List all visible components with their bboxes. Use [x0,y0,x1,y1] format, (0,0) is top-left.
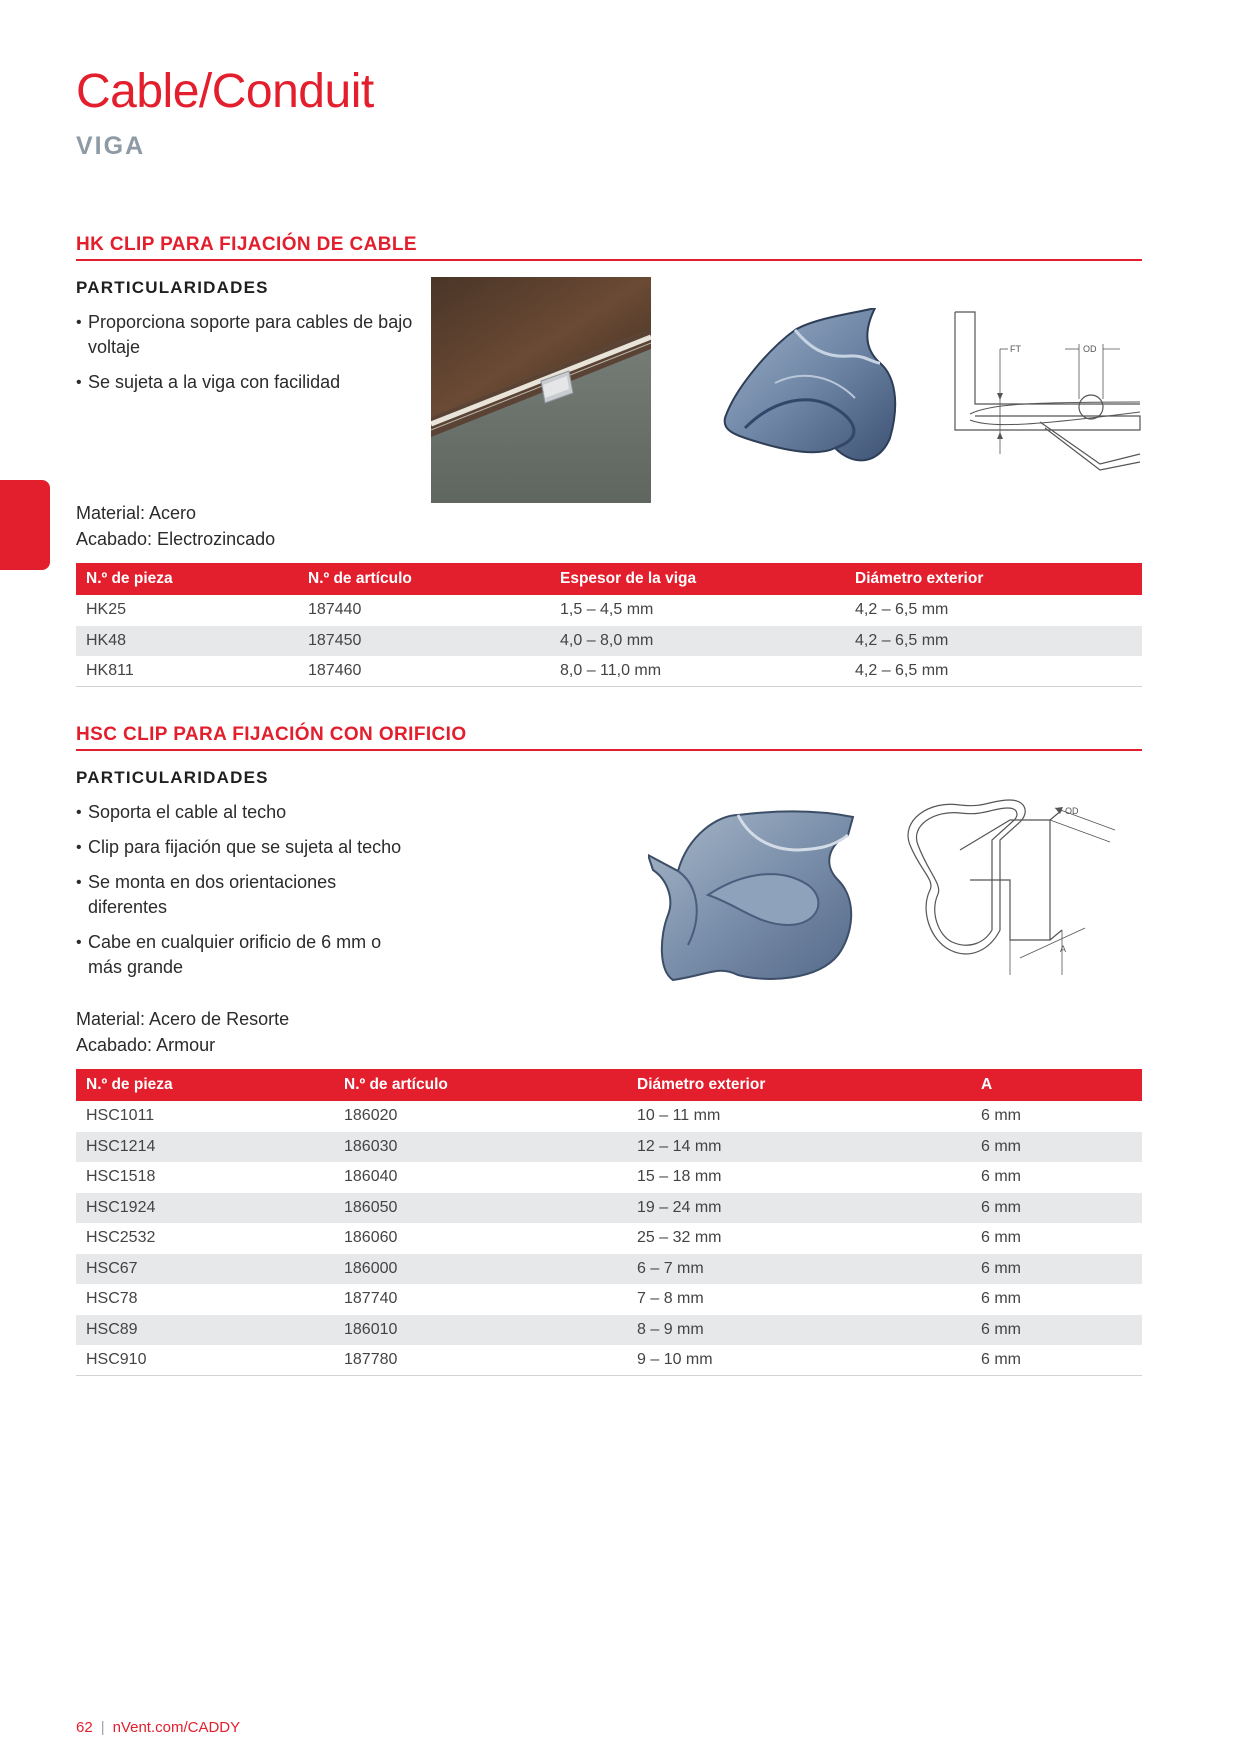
list-item: • Cabe en cualquier orificio de 6 mm o más grande [76,930,416,980]
list-item: • Soporta el cable al techo [76,800,416,825]
table-row [76,1132,1142,1163]
table-cell: 6 mm [971,1315,1142,1346]
page-number: 62 [76,1719,93,1736]
hsc-section-rule [76,749,1142,751]
page-title: Cable/Conduit [76,65,374,118]
column-header: N.º de artículo [298,563,550,595]
table-cell: HK25 [86,601,127,619]
column-header: A [971,1069,1142,1101]
table-cell: 6 mm [971,1254,1142,1285]
hk-section-title: HK CLIP PARA FIJACIÓN DE CABLE [76,234,418,255]
table-cell: HSC2532 [86,1229,156,1247]
table-cell: 186000 [334,1254,627,1285]
table-row [76,1315,1142,1346]
table-cell: HK811 [76,656,298,687]
table-cell: 186040 [344,1168,398,1186]
hk-clip-image [715,308,905,478]
page-footer [76,1719,240,1736]
table-cell: 15 – 18 mm [637,1168,722,1186]
column-header: N.º de artículo [334,1069,627,1101]
hk-technical-diagram [950,304,1142,479]
table-cell: 186020 [344,1107,398,1125]
table-header-row [76,563,1142,595]
website-link[interactable]: nVent.com/CADDY [112,1719,241,1736]
table-cell: 4,0 – 8,0 mm [550,626,845,657]
table-cell: 6 mm [981,1107,1021,1125]
table-cell: 187780 [334,1345,627,1376]
table-cell: 6 mm [971,1132,1142,1163]
table-cell: HSC67 [76,1254,334,1285]
list-item: • Clip para fijación que se sujeta al techo [76,835,416,860]
table-row [76,1345,1142,1376]
table-row [76,1101,1142,1132]
table-row [76,656,1142,687]
list-item: • Se monta en dos orientaciones diferentes [76,870,416,920]
table-cell: 1,5 – 4,5 mm [560,601,654,619]
hsc-section-title: HSC CLIP PARA FIJACIÓN CON ORIFICIO [76,724,467,745]
table-cell: 186010 [334,1315,627,1346]
column-header: N.º de pieza [76,563,298,595]
diagram-label-od: OD [1083,344,1097,354]
table-cell: 8 – 9 mm [627,1315,971,1346]
table-cell: 9 – 10 mm [627,1345,971,1376]
table-cell: 4,2 – 6,5 mm [845,626,1142,657]
table-row [76,1193,1142,1224]
hk-section-rule [76,259,1142,261]
table-cell: HSC1518 [86,1168,156,1186]
table-cell: 4,2 – 6,5 mm [855,601,949,619]
table-header-row [76,1069,1142,1101]
hsc-clip-image [648,805,863,990]
hk-installed-photo [431,277,651,503]
table-cell: 12 – 14 mm [627,1132,971,1163]
list-item: • Se sujeta a la viga con facilidad [76,370,416,395]
table-row [76,1284,1142,1315]
hk-spec-table [76,563,1142,687]
diagram-label-a: A [1060,944,1067,954]
table-cell: HSC89 [76,1315,334,1346]
table-row [76,626,1142,657]
table-row [76,1254,1142,1285]
hk-features-heading: PARTICULARIDADES [76,278,269,297]
table-cell: 6 mm [981,1229,1021,1247]
hsc-features-list [76,800,416,990]
table-cell: 6 mm [971,1345,1142,1376]
table-cell: 186030 [334,1132,627,1163]
table-cell: 187740 [344,1290,398,1308]
table-cell: 187460 [298,656,550,687]
hsc-features-heading: PARTICULARIDADES [76,768,269,787]
table-cell: 6 mm [971,1193,1142,1224]
table-cell: 186050 [334,1193,627,1224]
hsc-technical-diagram [890,790,1130,995]
table-cell: HSC1214 [76,1132,334,1163]
table-cell: 6 mm [981,1168,1021,1186]
table-cell: 7 – 8 mm [637,1290,704,1308]
list-item: • Proporciona soporte para cables de bajo voltaje [76,310,416,360]
table-cell: HK48 [76,626,298,657]
table-cell: 6 – 7 mm [627,1254,971,1285]
table-cell: 25 – 32 mm [637,1229,722,1247]
diagram-label-od: OD [1065,806,1079,816]
chapter-tab [0,480,50,570]
table-cell: 187440 [308,601,362,619]
table-cell: 10 – 11 mm [637,1107,721,1125]
hsc-spec-table [76,1069,1142,1376]
table-cell: HSC910 [76,1345,334,1376]
table-cell: 187450 [298,626,550,657]
hsc-finish-text: Acabado: Armour [76,1035,216,1055]
column-header: Diámetro exterior [627,1069,971,1101]
table-row [76,595,1142,626]
hk-finish-text: Acabado: Electrozincado [76,529,276,549]
table-row [76,1162,1142,1193]
table-cell: 4,2 – 6,5 mm [845,656,1142,687]
table-cell: HSC1011 [86,1107,155,1125]
diagram-label-ft: FT [1010,344,1021,354]
table-cell: HSC1924 [76,1193,334,1224]
table-cell: HSC78 [86,1290,138,1308]
column-header: N.º de pieza [76,1069,334,1101]
table-row [76,1223,1142,1254]
table-cell: 19 – 24 mm [627,1193,971,1224]
hk-material-text: Material: Acero [76,503,197,523]
table-cell: 8,0 – 11,0 mm [550,656,845,687]
table-cell: 186060 [344,1229,398,1247]
column-header: Diámetro exterior [845,563,1142,595]
column-header: Espesor de la viga [550,563,845,595]
page-subtitle: VIGA [76,132,146,160]
footer-separator: | [100,1719,105,1736]
table-cell: 6 mm [981,1290,1021,1308]
hk-features-list [76,310,416,405]
hsc-material-text: Material: Acero de Resorte [76,1009,290,1029]
